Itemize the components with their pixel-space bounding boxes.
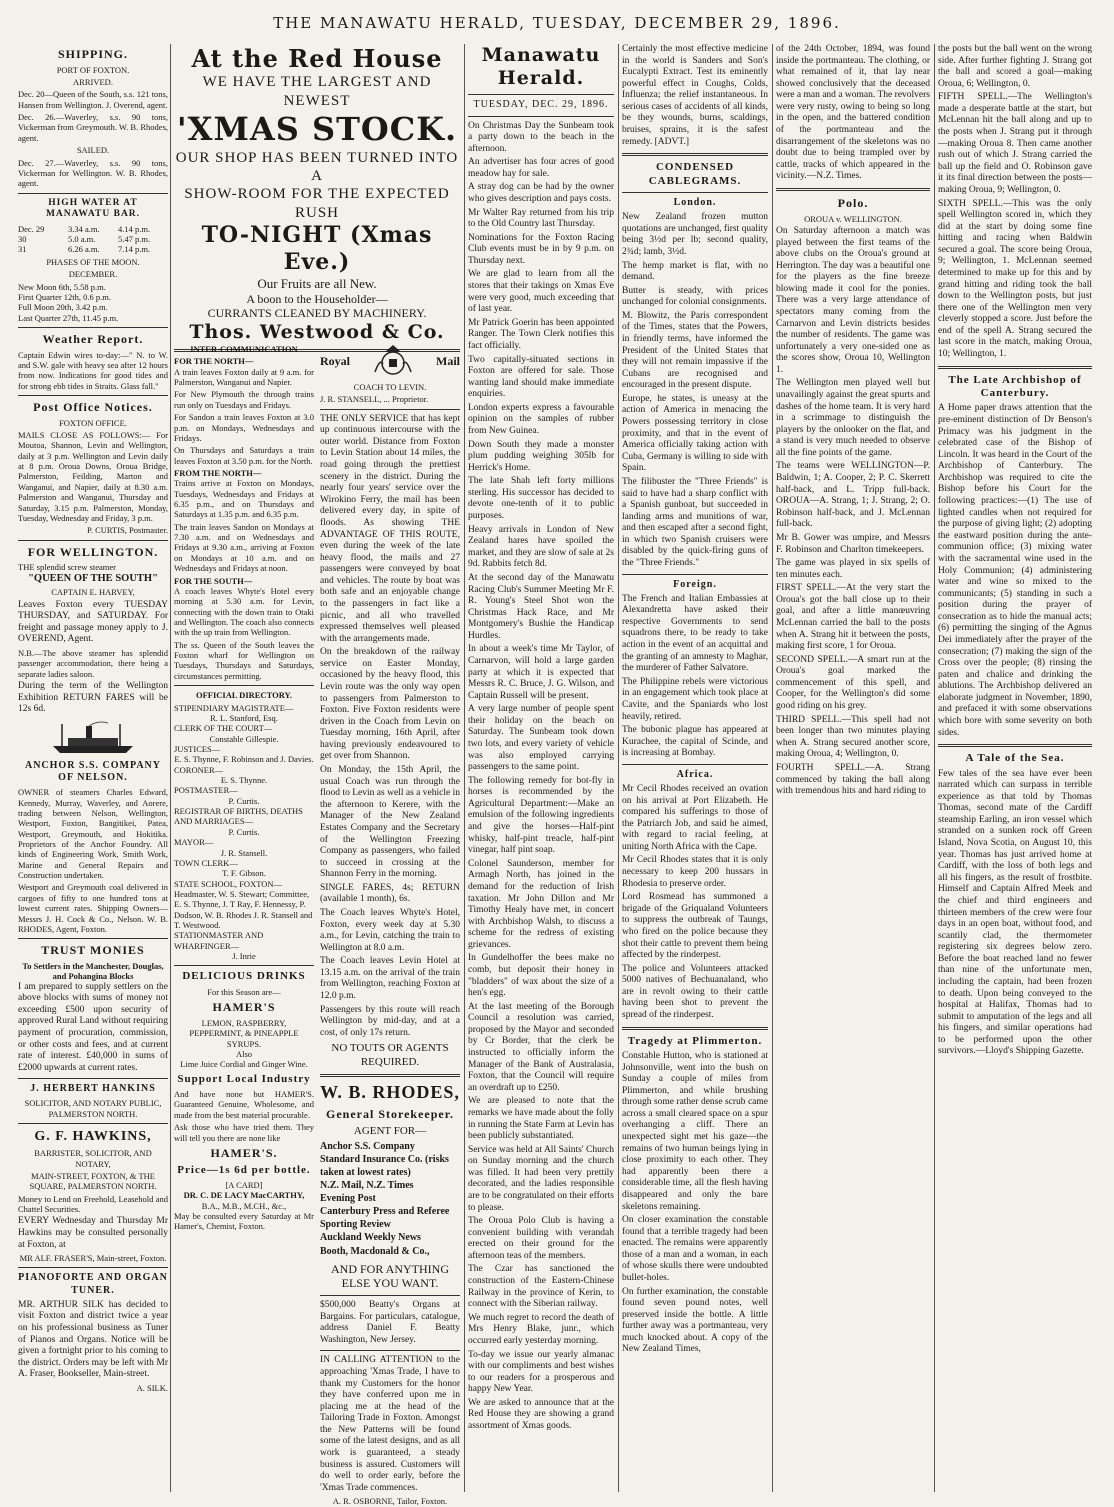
tide-title: HIGH WATER AT MANAWATU BAR. [45, 197, 141, 220]
moon-month: DECEMBER. [68, 269, 118, 280]
news-para: The late Shah left forty millions sterling. His successor has decided to devote one-tenth of it to public purposes. [468, 476, 614, 522]
newspaper-title: Manawatu Herald. [481, 44, 601, 90]
hamers-brand: HAMER'S [212, 1000, 276, 1015]
news-para: of the 24th October, 1894, was found inside the portmanteau. The clothing, or what remained of it, that lay near showed conclusively that the deceased were a man and a woman. The revolvers were very rusty, owing to being so long in the open, and the battered condition of the portmanteau and the disarrangement of the skeletons was no doubt due to being trampled over by cattle, tracks of which appeared in the vicinity.—N.Z. Times. [776, 44, 930, 182]
lemon-line: LEMON, RASPBERRY, PEPPERMINT, & PINEAPPLE SYRUPS. [189, 1017, 299, 1049]
column-rule [170, 44, 171, 1492]
directory-title: OFFICIAL DIRECTORY. [195, 690, 293, 701]
polo-para: SECOND SPELL.—A smart run at the Oroua's goal marked the commencement of this spell, and Cooper, for the Wellington's did some good riding on his grey. [776, 654, 930, 712]
hawkins-sub: BARRISTER, SOLICITOR, AND NOTARY, [34, 1148, 152, 1169]
north-item: A train leaves Foxton daily at 9 a.m. for Palmerston, Wanganui and Napier. [174, 366, 314, 388]
news-para: The Czar has sanctioned the construction of the Eastern-Chinese Railway in the province of Kerin, to connect with the Siberian railway. [468, 1264, 614, 1310]
cablegram-column [622, 44, 768, 1358]
agency-item: Anchor S.S. Company [320, 1141, 415, 1153]
xmas-stock: 'XMAS STOCK. [176, 109, 458, 148]
directory-name: Constable Gillespie. [209, 733, 279, 744]
shop-line: OUR SHOP HAS BEEN TURNED INTO A [175, 149, 459, 185]
from-north-heading: FROM THE NORTH— [174, 467, 262, 478]
sea-tale-title: A Tale of the Sea. [965, 752, 1065, 765]
column-rule [772, 44, 773, 1492]
directory-role: TOWN CLERK— [174, 857, 238, 868]
cable-para: The filibuster the "Three Friends" is said to have had a sharp conflict with a Spanish gunboat, but succeeded in landing arms and munitions of war, and then escaped after a second fight, in which two Spanish cruisers were disabled by the quick-firing guns of the "Three Friends." [622, 476, 768, 568]
anchor-text: Westport and Greymouth coal delivered in cargoes of fifty to one hundred tons at lowest current rates. Shipping Owners—Messrs J. H. Cock & Co., Nelson. W. B. RHODES, Agent, Foxton. [18, 882, 168, 934]
ask-text: Ask those who have tried them. They will tell you there are none like [174, 1122, 314, 1143]
north-item: On Thursdays and Saturdays a train leaves Foxton at 3.50 p.m. for the North. [174, 445, 314, 466]
cable-para: Mr Cecil Rhodes states that it is only necessary to keep 200 hussars in Rhodesia to preserve order. [622, 855, 768, 889]
africa-heading: Africa. [676, 768, 714, 780]
osborne-text: IN CALLING ATTENTION to the approaching 'Xmas Trade, I have to thank my Customers for the honor they have conferred upon me in placing me at the head of the Tailoring Trade in Foxton. Amongst the New Patterns will be found some of the latest designs, and as all work is guaranteed, a steady business is assured. Customers will do well to order early, before the 'Xmas Trade commences. [320, 1355, 460, 1493]
support-title: Support Local Industry [177, 1072, 311, 1085]
card-label: [A CARD] [225, 1179, 263, 1190]
trust-title: TRUST MONIES [41, 943, 145, 958]
north-item: For New Plymouth the through trains run only on Tuesdays and Fridays. [174, 389, 314, 410]
royal-crest-icon [370, 342, 416, 380]
ic-title: INTER-COMMUNICATION [190, 344, 298, 354]
masthead: THE MANAWATU HERALD, TUESDAY, DECEMBER 29, 1896. [273, 14, 841, 32]
hankins-name: J. HERBERT HANKINS [30, 1083, 156, 1095]
also-line: Also [235, 1048, 253, 1059]
news-para: Down South they made a monster plum pudding weighing 305lb for Herrick's Home. [468, 439, 614, 473]
moon-line: First Quarter 12th, 0.6 p.m. [18, 291, 112, 302]
agency-item: Evening Post [320, 1192, 376, 1204]
fw-captain: CAPTAIN E. HARVEY, [51, 587, 135, 598]
archbishop-title: The Late Archbishop of Canterbury. [948, 373, 1082, 400]
polo-sub: OROUA v. WELLINGTON. [804, 213, 902, 224]
tragedy-para: On further examination, the constable found seven pound notes, well preserved inside the bottle. A little further away was a portmanteau, very much knocked about. A copy of the New Zealand Times, [622, 1286, 768, 1355]
news-para: Colonel Saunderson, member for Armagh North, has joined in the demand for the reduction of Irish taxation. Mr John Dillon and Mr Timothy Healy have met, in concert with Archbishop Walsh, to discuss a scheme for the redress of existing grievances. [468, 858, 614, 950]
directory-name: Headmaster, W. S. Stewart; Committee, E. S. Thynne, J. T Ray, F. Hennessy, P. Dodson, W. B. Rhodes J. R. Stansell and T. Westwood. [174, 888, 313, 931]
polo-para: FIRST SPELL.—At the very start the Oroua's got the ball close up to their goal, and after a little manœuvring McLennan carried the ball to the posts when A. Strang hit it between the posts, making first score, 1 for Oroua. [776, 583, 930, 652]
hamers-brand: HAMER'S. [210, 1145, 278, 1160]
polo-title: Polo. [837, 195, 869, 210]
cable-para: Lord Rosmead has summoned a brigade of the Griqualand Volunteers to suppress the outbreak of Taungs, who fired on the police because they shot their cattle to prevent them being affected by the rinderpest. [622, 892, 768, 961]
news-para: Mr Patrick Goerin has been appointed Ranger. The Town Clerk notifies this fact officially. [468, 317, 614, 351]
postmaster-sign: P. CURTIS, Postmaster. [87, 525, 168, 536]
coach-advert [320, 342, 460, 1507]
price-line: Price—1s 6d per bottle. [177, 1163, 311, 1176]
tide-row: 30 5.0 a.m. 5.47 p.m. [18, 234, 151, 245]
anything-line: AND FOR ANYTHING ELSE YOU WANT. [330, 1261, 449, 1291]
piano-title: PIANOFORTE AND ORGAN TUNER. [18, 1272, 168, 1296]
lime-line: Lime Juice Cordial and Ginger Wine. [180, 1059, 308, 1070]
directory-name: P. Curtis. [228, 795, 260, 806]
coach-title: COACH TO LEVIN. [353, 382, 427, 392]
tragedy-title: Tragedy at Plimmerton. [627, 1034, 763, 1047]
coach-text: On the breakdown of the railway service on Easter Monday, occasioned by the heavy flood, this Levin route was the only way open to passengers from Palmerston to Foxton. Five Foxton residents were driven in the Coach from Levin on Tuesday morning, 16th April, after having previously endeavoured to get over from Shannon. [320, 647, 460, 762]
hawkins-addr: MAIN-STREET, FOXTON, & THE SQUARE, PALMERSTON NORTH. [29, 1170, 157, 1192]
mccarthy-name: DR. C. DE LACY MacCARTHY, [183, 1190, 305, 1201]
cable-para: The bubonic plague has appeared at Kurachee, the capital of Scinde, and is increasing at Bombay. [622, 725, 768, 759]
news-para: To-day we issue our yearly almanac with our compliments and best wishes to our readers for a prosperous and happy New Year. [468, 1349, 614, 1395]
directory-role: POSTMASTER— [174, 785, 238, 796]
news-para: On Christmas Day the Sunbeam took a party down to the beach in the afternoon. [468, 120, 614, 154]
agency-item: Canterbury Press and Referee [320, 1206, 450, 1218]
tragedy-para: On closer examination the constable found that a terrible tragedy had been enacted. The remains were apparently those of a man and a woman, in each of whose skulls there were undoubted bullet-holes. [622, 1215, 768, 1283]
news-para: At the second day of the Manawatu Racing Club's Summer Meeting Mr F. R. Young's Steel Shot won the Christmas Hack Race, and Mr Montgomery's Bushie the Handicap Hurdles. [468, 572, 614, 641]
mail-label: Mail [436, 353, 460, 368]
stansell-line: J. R. STANSELL, ... Proprietor. [320, 394, 429, 405]
news-para: Two capitally-situated sections in Foxton are offered for sale. Those wanting land should make immediate enquiries. [468, 354, 614, 400]
moon-title: PHASES OF THE MOON. [46, 256, 140, 267]
column-advertisements [174, 44, 460, 1507]
news-para: The following remedy for bot-fly in horses is recommended by the Agricultural Department:—Make an emulsion of the following ingredients and give the horses—Half-pint whisky, half-pint treacle, half-pint vinegar, half pint soap. [468, 775, 614, 856]
trust-body: I am prepared to supply settlers on the above blocks with sums of money not exceeding £500 upon security of approved Rural Land without requiring payment of procuration, commission, or other costs and fees, and at current rate of interest. £40,000 in sums of £2000 upwards at current rates. [18, 981, 168, 1073]
sea-tale-para: Few tales of the sea have ever been narrated which can surpass in terrible experience as that told by Thomas Thomas, second mate of the Cardiff steamship Earling, an iron vessel which stranded on a sunken rock off Green Island, Nova Scotia, on August 10, this year. Thomas has just arrived home at Cardiff, with the loss of both legs and all his fingers, as the result of frostbite. Himself and Captain Alfred Meek and the chief and third engineers and thirteen members of the crew were four days in an open boat, without food, and scantily clad, the thermometer registering six degrees below zero. Before the boat reached land no fewer than nine of the unfortunate men, including the captain, had been frozen to death. Upon being conveyed to the hospital at Halifax, Thomas had to submit to amputation of the legs and all his fingers, and similar operations had to be performed upon the other survivors.—Lloyd's Shipping Gazette. [938, 768, 1092, 1057]
moon-line: New Moon 6th, 5.58 p.m. [18, 281, 106, 292]
cable-para: The Philippine rebels were victorious in an engagement which took place at Cavite, and the Spaniards who lost heavily, retired. [622, 676, 768, 722]
fruits-line: Our Fruits are all New. [257, 275, 377, 291]
south-item: The ss. Queen of the South leaves the Foxton wharf for Wellington on Tuesdays, Thursdays and Saturdays, circumstances permitting. [174, 639, 314, 681]
agency-item: N.Z. Mail, N.Z. Times [320, 1179, 414, 1191]
fw-text: THE splendid screw steamer [18, 562, 116, 573]
agent-for: AGENT FOR— [353, 1124, 427, 1137]
editorial-column [468, 44, 614, 1435]
fares-text: SINGLE FARES, 4s; RETURN (available 1 month), 6s. [320, 882, 460, 905]
mccarthy-text: May be consulted every Saturday at Mr Hamer's, Chemist, Foxton. [174, 1210, 314, 1232]
directory-name: E. S. Thynne. [220, 775, 268, 786]
cable-para: Europe, he states, is uneasy at the action of America in menacing the Powers possessing territory in close proximity, and that in the event of America officially taking action with Cuba, Germany is willing to side with Spain. [622, 393, 768, 474]
news-para: A stray dog can be had by the owner who gives description and pays costs. [468, 182, 614, 204]
tide-row: 31 6.26 a.m. 7.14 p.m. [18, 244, 151, 255]
directory-name: J. R. Stansell. [220, 847, 268, 858]
polo-para: THIRD SPELL.—This spell had not been longer than two minutes playing when A. Strang secured another score, making Oroua, 4; Wellington, 0. [776, 714, 930, 760]
news-para: Heavy arrivals in London of New Zealand hares have spoiled the market, and they are slow of sale at 2s 9d. Rabbits fetch 8d. [468, 524, 614, 570]
tide-row: Dec. 29 3.34 a.m. 4.14 p.m. [18, 223, 151, 234]
post-office-sub: FOXTON OFFICE. [59, 417, 127, 428]
london-heading: London. [673, 197, 717, 209]
support-text: And have none but HAMER'S. Guaranteed Genuine, Wholesome, and made from the best material procurable. [174, 1089, 314, 1120]
fw-fares: During the term of the Wellington Exhibition RETURN FARES will be 12s 6d. [18, 681, 168, 715]
moon-line: Last Quarter 27th, 11.45 p.m. [18, 312, 119, 323]
news-para: Mr Walter Ray returned from his trip to the Old Country last Thursday. [468, 207, 614, 230]
news-para: We are pleased to note that the remarks we have made about the folly in running the State Farm at Levin has been publicly substantiated. [468, 1096, 614, 1142]
south-item: A coach leaves Whyte's Hotel every morning at 5.30 a.m. for Levin, connecting with the down train to Otaki and Wellington. The coach also connects with the up train from Wellington. [174, 585, 314, 638]
moon-line: Full Moon 20th, 3.42 p.m. [18, 302, 108, 313]
hawkins-text: EVERY Wednesday and Thursday Mr Hawkins may be consulted personally at Foxton, at [18, 1216, 168, 1250]
south-heading: FOR THE SOUTH— [174, 575, 253, 586]
tonight-line: TO-NIGHT (Xmas Eve.) [201, 222, 433, 275]
season-line: For this Season are— [207, 986, 281, 997]
port-heading: PORT OF FOXTON. [56, 64, 130, 75]
cable-title: CONDENSED CABLEGRAMS. [648, 161, 742, 187]
cable-para: The police and Volunteers attacked 5000 natives of Bechuanaland, who are in revolt owing to their cattle having been shot to prevent the spread of the rinderpest. [622, 963, 768, 1020]
red-house-title: At the Red House [191, 44, 443, 73]
westwood-name: Thos. Westwood & Co. [189, 320, 445, 343]
fraser: MR ALF. FRASER'S, Main-street, Foxton. [19, 1253, 167, 1264]
cable-para: Butter is steady, with prices unchanged for colonial consignments. [622, 285, 768, 308]
showroom-line: SHOW-ROOM FOR THE EXPECTED RUSH [184, 186, 450, 221]
directory-role: STATIONMASTER AND WHARFINGER— [174, 930, 264, 951]
polo-para: The teams were WELLINGTON—P. Baldwin, 1; A. Cooper, 2; P. C. Skerrett half-back, and L. Tripp full-back. OROUA—A. Strang, 1; J. Strang, 2; O. Robinson half-back, and J. McLennan full-back. [776, 461, 930, 530]
polo-column [776, 44, 930, 800]
polo-para: SIXTH SPELL.—This was the only spell Wellington scored in, which they did at the start by doing some fine hitting and racing when Baldwin secured a goal. The score being Oroua, 9; Wellington, 1. McLennan seemed determined to make up for this and by grand hitting and riding took the ball down to the Wellington posts, but just there one of the Wellington men very cleverly stopped a score. Just before the end of the spell A. Strang secured the last score in the match, making Oroua, 10; Wellington, 1. [938, 198, 1092, 360]
tragedy-para: Constable Hutton, who is stationed at Johnsonville, went into the bush on Sunday a couple of miles from Plimmerton, and while brushing through some rather dense scrub came across a small cleared space on a spur overhanging a cliff. There an unexpected sight met his gaze—the remains of two human beings lying in close proximity to each other. They had apparently been there a considerable time, all the flesh having disappeared and only the bare skeletons remaining. [622, 1050, 768, 1212]
fares-text: The Coach leaves Levin Hotel at 13.15 a.m. on the arrival of the train from Wellington, reaching Foxton at 12.0 p.m. [320, 956, 460, 1002]
polo-para: The Wellington men played well but unavailingly against the great spurts and dashes of the home team. It is very hard in a scrimmage to distinguish the players by the onlooker on the flat, and a stand is very much needed to observe all the fine points of the game. [776, 378, 930, 458]
post-office-text: MAILS CLOSE AS FOLLOWS:— For Moutoa, Shannon, Levin and Wellington, daily at 3 p.m. Wellington and Levin daily at 8 p.m. Oroua Downs, Oroua Bridge, Palmerston, Feilding, Marton and Wanganui, and Napier, daily at 8.30 a.m. Palmerston and Wanganui, Thursday and Saturday, 3.15 p.m. Palmerston, Monday, Tuesday, Wednesday and Friday, 3 p.m. [18, 430, 168, 523]
agency-item: Sporting Review [320, 1219, 391, 1231]
news-para: Service was held at All Saints' Church on Sunday morning and the church was filled. It had been very prettily decorated, and the ladies responsible are to be congratulated on their efforts to please. [468, 1144, 614, 1213]
directory-name: E. S. Thynne, F. Robinson and J. Davies. [174, 754, 314, 765]
trust-text: To Settlers in the Manchester, Douglas, and Pohangina Blocks [22, 960, 164, 982]
polo-para: FIFTH SPELL.—The Wellington's made a desperate battle at the start, but McLennan hit the ball along and up to the posts when J. Strang put it through—making Oroua 8. Then came another rush out of which J. Strang carried the ball up the field and O. Robinson gave it its final direction between the posts—making Oroua, 9; Wellington, 0. [938, 92, 1092, 195]
issue-date: TUESDAY, DEC. 29, 1896. [473, 99, 609, 111]
for-wellington-title: FOR WELLINGTON. [27, 544, 159, 559]
post-office-title: Post Office Notices. [33, 400, 153, 415]
anchor-title: ANCHOR S.S. COMPANY OF NELSON. [24, 759, 162, 784]
delicious-title: DELICIOUS DRINKS [182, 970, 306, 983]
piano-text: MR. ARTHUR SILK has decided to visit Foxton and district twice a year on his professional business as Tuner of Pianos and Organs. Notice will be given a fortnight prior to his coming to the district. Orders may be left with Mr A. Fraser, Bookseller, Main-street. [18, 1299, 168, 1380]
fares-text: The Coach leaves Whyte's Hotel, Foxton, every week day at 5.30 a.m., for Levin, catching the train to Wellington at 8.0 a.m. [320, 908, 460, 953]
hankins-sub: SOLICITOR, AND NOTARY PUBLIC, PALMERSTON NORTH. [24, 1098, 162, 1119]
news-para: London experts express a favourable opinion on the samples of rubber from New Guinea. [468, 402, 614, 436]
cable-para: Mr Cecil Rhodes received an ovation on his arrival at Port Elizabeth. He compared his sufferings to those of the Patriarch Job, and said he aimed, with regard to racial feeling, at uniting North Africa with the Cape. [622, 784, 768, 852]
weather-title: Weather Report. [42, 331, 144, 346]
hawkins-name: G. F. HAWKINS, [34, 1129, 152, 1145]
shipping-title: SHIPPING. [57, 47, 128, 61]
column-rule [464, 44, 465, 1492]
polo-para: the posts but the ball went on the wrong side. After further fighting J. Strang got the ball and scored a goal—making Oroua, 6; Wellington, 0. [938, 44, 1092, 89]
news-para: Nominations for the Foxton Racing Club events must be in by 9 p.m. on Thursday next. [468, 232, 614, 266]
coach-text: On Monday, the 15th April, the usual Coach was run through the flood to Levin as well as a vehicle in the afternoon to Kerere, with the Manager of the New Zealand Estates Company and the Secretary of the Wellington Freezing Company as passengers, who failed to succeed in crossing at the Shannon Ferry in the morning. [320, 765, 460, 880]
column-news [468, 44, 768, 1492]
directory-role: STATE SCHOOL, FOXTON— [174, 878, 283, 889]
piano-sign: A. SILK. [136, 1382, 168, 1393]
foreign-heading: Foreign. [673, 578, 717, 590]
rhodes-name: W. B. RHODES, [320, 1082, 460, 1103]
news-para: We are glad to learn from all the stores that their takings on Xmas Eve were very good, much exceeding that of last year. [468, 269, 614, 315]
directory-role: JUSTICES— [174, 743, 221, 754]
currants-line: CURRANTS CLEANED BY MACHINERY. [207, 306, 427, 321]
boon-line: A boon to the Householder— [246, 291, 388, 306]
directory-name: J. Inrie [232, 951, 256, 962]
cable-para: The French and Italian Embassies at Alexandretta have asked their respective Governments to send squadrons there, to be ready to take action in the event of an acquittal and the granting of an amnesty to Maghar, the murderer of Father Salvatore. [622, 593, 768, 674]
directory-name: R. L. Stanford, Esq. [210, 712, 278, 723]
mccarthy-quals: B.A., M.B., M.CH., &c., [201, 1200, 287, 1211]
news-para: The Oroua Polo Club is having a convenient building with verandah erected on their ground for the afternoon teas of the members. [468, 1216, 614, 1261]
news-para: In Gundelhoffer the bees make no comb, but deposit their honey in "bladders" of wax about the size of a hen's egg. [468, 953, 614, 999]
rhodes-sub: General Storekeeper. [326, 1107, 454, 1122]
north-heading: FOR THE NORTH— [174, 356, 254, 367]
directory-role: REGISTRAR OF BIRTHS, DEATHS AND MARRIAGES— [174, 806, 303, 827]
royal-label: Royal [320, 353, 350, 368]
arrived-text: Dec. 26.—Waverley, s.s. 90 tons, Vickerman from Greymouth. W. B. Rhodes, agent. [18, 112, 168, 143]
hawkins-text: Money to Lend on Freehold, Leasehold and Chattel Securities. [18, 1193, 168, 1215]
agency-item: Auckland Weekly News [320, 1232, 421, 1244]
cable-para: New Zealand frozen mutton quotations are unchanged, first quality being 3½d per lb; second quality, 2¾d; lamb, 3½d. [622, 212, 768, 257]
news-para: We much regret to record the death of Mrs Henry Blake, junr., which occurred early yesterday morning. [468, 1312, 614, 1346]
coach-text: THE ONLY SERVICE that has kept up continuous intercourse with the outer world. Distance from Foxton to Levin Station about 14 miles, the road going through the prettiest scenery in the district. During the nearly four years' service over the Wirokino Ferry, the mail has been delivered every day, in spite of floods. As showing THE ADVANTAGE OF THIS ROUTE, even during the week of the late heavy flood, the mails and 27 passengers were conveyed by boat and vehicles. The route by boat was both safe and an enjoyable change to the passengers in fact like a picnic, and all who travelled expressed themselves well pleased with the arrangements made. [320, 413, 460, 644]
news-para: At the last meeting of the Borough Council a resolution was carried, proposed by the Mayor and seconded by Cr Border, that the clerk be instructed to officially inform the Manager of the Bank of Australasia, Foxton, that the Council will require an overdraft up to £250. [468, 1001, 614, 1093]
news-para: An advertiser has four acres of good meadow hay for sale. [468, 157, 614, 179]
red-house-largest: WE HAVE THE LARGEST AND NEWEST [202, 74, 432, 109]
from-north-item: The train leaves Sandon on Mondays at 7.30 a.m. and on Wednesdays and Fridays at 9.30 a.m., arriving at Foxton on Mondays at 10 a.m. and on Wednesdays and Fridays at noon. [174, 521, 314, 574]
directory-role: CORONER— [174, 764, 224, 775]
news-para: We are asked to announce that at the Red House they are showing a grand assortment of Xmas goods. [468, 1397, 614, 1431]
directory-role: STIPENDIARY MAGISTRATE— [174, 702, 294, 713]
directory-name: T. F. Gibson. [222, 868, 266, 879]
weather-text: Captain Edwin wires to-day:—" N. to W. and S.W. gale with heavy sea after 12 hours from now. Indications for good tides and for strong ebb tides in Straits. Glass fall." [18, 349, 168, 391]
osborne-sign: A. R. OSBORNE, Tailor, Foxton. [332, 1496, 448, 1507]
news-para: In about a week's time Mr Taylor, of Carnarvon, will hold a large garden party at which it is expected that Messrs R. C. Bruce, J. G. Wilson, and Captain Russell will be present. [468, 644, 614, 701]
anchor-text: OWNER of steamers Charles Edward, Kennedy, Murray, Waverley, and Aorere, trading between Nelson, Wellington, Westport, Foxton, Bangitikei, Patea, Westport, Greymouth, and Hokitika. Proprietors of the Anchor Foundry. All kinds of Engineering Work, Smith Work, Marine and General Repairs and Construction undertaken. [18, 787, 168, 881]
north-item: For Sandon a train leaves Foxton at 3.0 p.m. on Mondays, Wednesdays and Fridays. [174, 412, 314, 443]
column-sport [776, 44, 1092, 1492]
fw-nb: N.B.—The above steamer has splendid passenger accommodation, there being a separate ladies saloon. [18, 648, 168, 679]
from-north-item: Trains arrive at Foxton on Mondays, Tuesdays, Wednesdays and Fridays at 6.35 p.m., and on Thursdays and Saturdays at 1.35 p.m. and 6.35 p.m. [174, 478, 314, 520]
archbishop-para: A Home paper draws attention that the pre-eminent distinction of Dr Benson's Primacy was his judgment in the celebrated case of the Bishop of Lincoln. It was heard in the Court of the Archbishop of Canterbury. The Archbishop was required to cite the Bishop before his Court for the following practices:—(1) The use of lighted candles when not required for the purpose of giving light; (2) adopting the eastward position during the ante-communion office; (3) mixing water with the sacramental wine used in the Holy Communion; (4) administering water and wine so mixed to the communicants; (5) standing in such a position during the prayer of consecration as to hide the manual acts; (6) permitting the singing of the Agnus Dei immediately after the prayer of the consecration; (7) making the sign of the Cross over the people; (8) rinsing the paten and chalice and drinking the ablutions. The Archbishop delivered an elaborate judgment in November, 1890, and prefaced it with some observations which bore with some severity on both sides. [938, 403, 1092, 738]
sailed-text: Dec. 27.—Waverley, s.s. 90 tons, Vickerman for Wellington. W. B. Rhodes, agent. [18, 157, 168, 189]
touts-line: NO TOUTS OR AGENTS REQUIRED. [331, 1042, 449, 1068]
fw-body: Leaves Foxton every TUESDAY THURSDAY, and SATURDAY. For freight and passage money apply to J. OVEREND, Agent. [18, 599, 168, 645]
polo-para: FOURTH SPELL.—A. Strang commenced by taking the ball along with tremendous hits and hard riding to [776, 762, 930, 797]
steamship-icon [48, 720, 138, 756]
fw-ship: "QUEEN OF THE SOUTH" [28, 572, 158, 584]
news-para: Certainly the most effective medicine in the world is Sanders and Son's Eucalypti Extract. Test its eminently powerful effect in Coughs, Colds, Influenza; the relief instantaneous. In serious cases of accidents of all kinds, be they wounds, burns, scaldings, bruises, sprains, it is the safest remedy. [ADVT.] [622, 44, 768, 147]
intercommunication [174, 342, 314, 1234]
directory-name: P. Curtis. [228, 826, 260, 837]
agency-item: Booth, Macdonald & Co., [320, 1245, 430, 1257]
directory-role: MAYOR— [174, 837, 214, 848]
cable-para: The hemp market is flat, with no demand. [622, 260, 768, 283]
news-para: A very large number of people spent their holiday on the beach on Saturday. The Sunbeam took down two lots, and every variety of vehicle was also employed carrying passengers to the same point. [468, 704, 614, 773]
polo-para: The game was played in six spells of ten minutes each. [776, 558, 930, 580]
beatty-ad: $500,000 Beatty's Organs at Bargains. For particulars, catalogue, address Daniel F. Beatty Washington, New Jersey. [320, 1300, 460, 1345]
cable-para: M. Blowitz, the Paris correspondent of the Times, states that the Powers, in friendly terms, have informed the President of the United States that they will not remain impassive if the Cubans are recognised and encouraged in the present dispute. [622, 310, 768, 391]
feature-column [938, 44, 1092, 1060]
directory-list [174, 703, 314, 962]
polo-para: Mr B. Gower was umpire, and Messrs F. Robinson and Charlton timekeepers. [776, 532, 930, 555]
arrived-heading: ARRIVED. [73, 76, 113, 87]
polo-para: On Saturday afternoon a match was played between the first teams of the above clubs on the Oroua's ground at Herrington. The day was a beautiful one for the players as the fine breeze blowing made it cool for the ponies. There was a very large attendance of spectators many coming from the Carnarvon and Levin districts besides the number of residents. The game was unfortunately a very one-sided one as the scores show, Oroua 10, Wellington 1. [776, 225, 930, 375]
directory-role: CLERK OF THE COURT— [174, 723, 273, 734]
fares-text: Passengers by this route will reach Wellington by mid-day, and at a cost, of only 17s return. [320, 1004, 460, 1038]
column-shipping [18, 44, 168, 1492]
sailed-heading: SAILED. [76, 145, 110, 156]
arrived-text: Dec. 20—Queen of the South, s.s. 121 tons, Hansen from Wellington. J. Overend, agent. [18, 89, 168, 110]
agency-item: Standard Insurance Co. (risks taken at lowest rates) [320, 1154, 449, 1178]
